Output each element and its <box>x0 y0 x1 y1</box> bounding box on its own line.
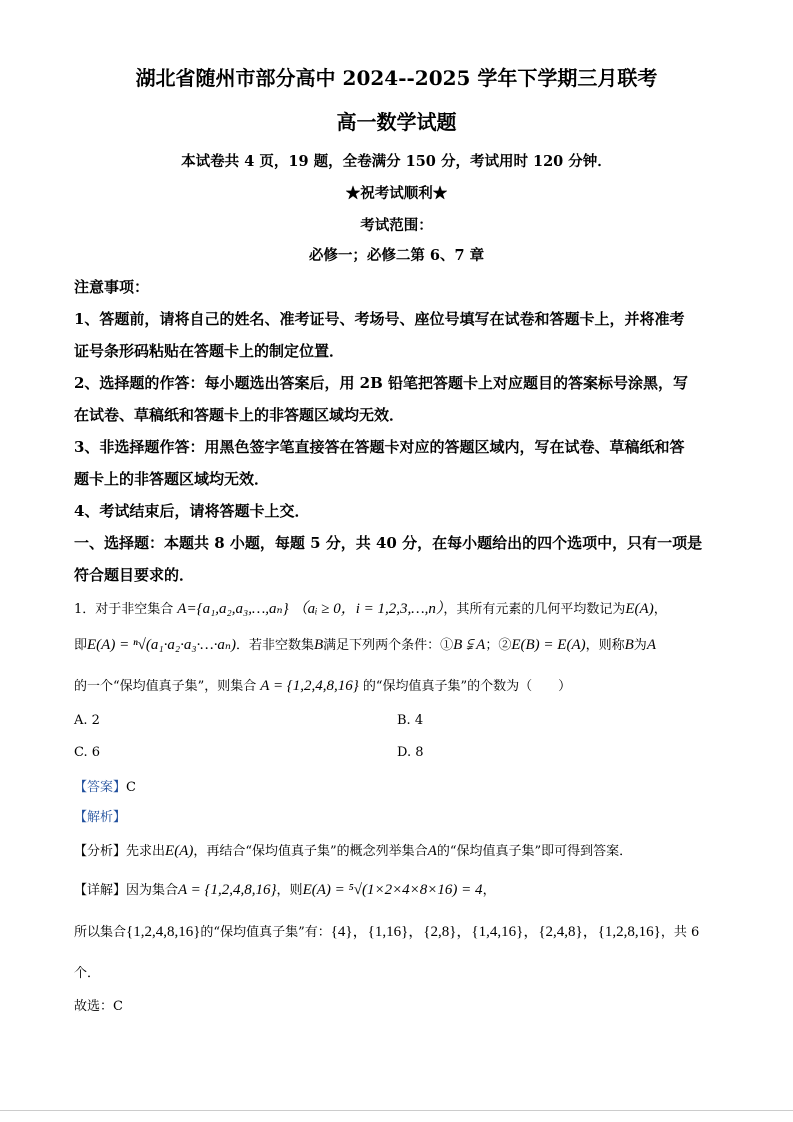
list-set: {1,2,4,8,16} <box>126 924 201 940</box>
answer-tag: 【答案】 <box>74 780 127 795</box>
notice-item-1: 1、答题前，请将自己的姓名、准考证号、考场号、座位号填写在试卷和答题卡上，并将准考 <box>74 310 685 328</box>
detail-tag: 【详解】 <box>74 883 127 898</box>
q1-text-j: 的“保均值真子集”的个数为（ ） <box>362 679 572 694</box>
scope-label: 考试范围： <box>360 217 433 234</box>
answer-line <box>74 776 136 795</box>
q1-text-c: 即 <box>74 638 88 653</box>
fenxi-symbol-a: A <box>427 843 437 859</box>
notice-item-2-cont: 在试卷、草稿纸和答题卡上的非答题区域均无效． <box>74 406 405 424</box>
q1-punct: ， <box>653 602 667 617</box>
notice-item-3-cont: 题卡上的非答题区域均无效． <box>74 470 270 488</box>
q1-given-set: A = {1,2,4,8,16} <box>260 678 359 694</box>
q1-set-formula: A={a₁,a₂,a₃,…,aₙ} <box>177 601 289 617</box>
q1-subset-condition: B ⫋ A <box>453 637 486 653</box>
q1-text: 1．对于非空集合 <box>74 602 174 617</box>
section-heading: 一、选择题：本题共 8 小题，每题 5 分，共 40 分，在每小题给出的四个选项中，只有一项是 <box>74 534 703 552</box>
detail-set: A = {1,2,4,8,16} <box>178 882 277 898</box>
analysis-tag: 【解析】 <box>74 810 127 825</box>
q1-mean-formula: E(A) = ⁿ√(a₁·a₂·a₃·…·aₙ) <box>87 637 236 653</box>
q1-symbol-b-2: B <box>624 637 634 653</box>
choose-line: 故选：C <box>74 999 123 1014</box>
notice-item-3: 3、非选择题作答：用黑色签字笔直接答在答题卡对应的答题区域内，写在试卷、草稿纸和答 <box>74 438 685 456</box>
q1-text-i: 的一个“保均值真子集”，则集合 <box>74 679 257 694</box>
q1-symbol-a: A <box>646 637 656 653</box>
exam-info: 本试卷共 4 页，19 题，全卷满分 150 分，考试用时 120 分钟． <box>181 153 612 170</box>
option-b: B. 4 <box>397 713 424 728</box>
subsets-line <box>74 920 699 941</box>
detail-text-b: ，则 <box>276 883 303 898</box>
list-text-c: ，共 6 <box>660 925 700 940</box>
fenxi-tag: 【分析】 <box>74 844 127 859</box>
question-1-line-1 <box>74 597 667 618</box>
q1-text-d: ．若非空数集 <box>235 638 314 653</box>
fenxi-mean-symbol: E(A) <box>165 843 194 859</box>
fenxi-text-a: 先求出 <box>126 844 166 859</box>
option-c: C. 6 <box>74 745 101 760</box>
subsets-list: {4}，{1,16}，{2,8}，{1,4,16}，{2,4,8}，{1,2,8,16} <box>330 924 661 940</box>
fenxi-text-c: 的“保均值真子集”即可得到答案． <box>436 844 633 859</box>
notice-item-4: 4、考试结束后，请将答题卡上交． <box>74 502 310 520</box>
page-subtitle: 高一数学试题 <box>336 110 457 134</box>
detail-calc: E(A) = ⁵√(1×2×4×8×16) = 4 <box>302 882 483 898</box>
answer-value: C <box>126 780 136 795</box>
q1-text-h: 为 <box>633 638 647 653</box>
q1-text-f: ；② <box>485 638 512 653</box>
q1-text-g: ，则称 <box>585 638 625 653</box>
q1-text-b: ，其所有元素的几何平均数记为 <box>443 602 626 617</box>
option-d: D. 8 <box>397 745 424 760</box>
notice-item-2: 2、选择题的作答：每小题选出答案后，用 2B 铅笔把答题卡上对应题目的答案标号涂黑，写 <box>74 374 689 392</box>
q1-symbol-b: B <box>313 637 324 653</box>
fenxi-line <box>74 840 632 860</box>
q1-equal-condition: E(B) = E(A) <box>511 637 586 653</box>
section-heading-cont: 符合题目要求的． <box>74 566 195 584</box>
q1-text-e: 满足下列两个条件：① <box>323 638 454 653</box>
page-bottom-rule <box>0 1110 793 1111</box>
scope-text: 必修一；必修二第 6、7 章 <box>308 247 485 264</box>
question-1-line-2 <box>74 634 656 654</box>
subsets-line-end: 个． <box>74 966 101 981</box>
q1-mean-symbol: E(A) <box>625 601 654 617</box>
wish-line: ★祝考试顺利★ <box>345 185 448 202</box>
fenxi-text-b: ，再结合“保均值真子集”的概念列举集合 <box>193 844 428 859</box>
list-text-a: 所以集合 <box>74 925 127 940</box>
detail-text-c: ， <box>482 883 496 898</box>
question-1-line-3 <box>74 675 571 695</box>
option-a: A. 2 <box>74 713 100 728</box>
detail-line <box>74 879 496 899</box>
q1-condition: （aᵢ ≥ 0，i = 1,2,3,…,n） <box>292 601 444 617</box>
notice-heading: 注意事项： <box>74 278 150 296</box>
page-title: 湖北省随州市部分高中 2024--2025 学年下学期三月联考 <box>135 66 658 90</box>
list-text-b: 的“保均值真子集”有： <box>200 925 331 940</box>
detail-text-a: 因为集合 <box>126 883 179 898</box>
notice-item-1-cont: 证号条形码粘贴在答题卡上的制定位置． <box>74 342 345 360</box>
